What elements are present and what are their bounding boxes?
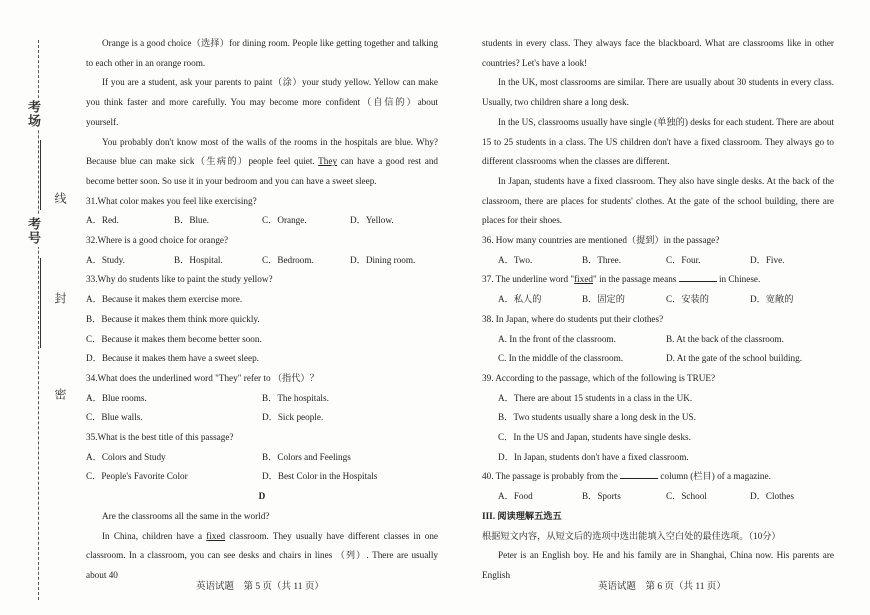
passage-d-para-uk: In the UK, most classrooms are similar. There are usually about 30 students in every class. Usually, two children share a long desk. (482, 77, 834, 108)
answer-blank (620, 468, 658, 479)
question-35-options-row-1 (86, 448, 438, 468)
page-6-column (482, 34, 834, 586)
option: B. At the back of the classroom. (666, 333, 784, 344)
exam-number-label: 考号 (26, 217, 41, 245)
question-35-options-row-2 (86, 467, 438, 487)
section-3-instructions: 根据短文内容，从短文后的选项中选出能填入空白处的最佳选项。（10分） (482, 530, 781, 541)
option: C．安装的 (666, 294, 709, 305)
question-38-options-row-2 (482, 349, 834, 369)
exam-room-label: 考场 (26, 100, 41, 128)
option: D．Because it makes them have a sweet sleep. (86, 353, 259, 364)
question-34: 34.What does the underlined word "They" refer to （指代）？ (86, 372, 319, 383)
option: A．Two. (498, 254, 533, 265)
option: A．Colors and Study (86, 451, 166, 462)
question-38-options-row-1 (482, 330, 834, 350)
question-32-options (86, 251, 438, 271)
option: A．Study. (86, 254, 125, 265)
passage-d-para-cont: students in every class. They always face the blackboard. What are classrooms like in other countries? Let's have a look! (482, 38, 834, 68)
seal-mark: 封 (53, 292, 67, 305)
question-31-options (86, 211, 438, 231)
question-32: 32.Where is a good choice for orange? (86, 235, 229, 246)
passage-c-para-3: You probably don't know most of the walls of the rooms in the hospitals are blue. Why? Because blue can make sick（生病的）people feel quiet. They can have a good rest and become better soon. So use it in your bedroom and you can have a sweet sleep. (86, 136, 439, 186)
option: B．Hospital. (174, 254, 223, 265)
seal-label-mark: 密 (53, 388, 67, 401)
question-34-options-row-1 (86, 389, 438, 409)
page-5-column (86, 34, 438, 586)
question-37-options (482, 290, 834, 310)
option: B．Because it makes them think more quickly. (86, 313, 260, 324)
option: C．Orange. (262, 215, 307, 226)
option: D．Best Color in the Hospitals (262, 471, 378, 482)
option: B．The hospitals. (262, 392, 329, 403)
question-34-options-row-2 (86, 408, 438, 428)
page-6-footer: 英语试题 第 6 页（共 11 页） (598, 582, 726, 592)
underlined-fixed: fixed (206, 530, 226, 541)
option: D．Sick people. (262, 412, 324, 423)
passage-d-para-1: Are the classrooms all the same in the world? (102, 510, 270, 521)
option: C．School (666, 491, 707, 502)
option: A．Red. (86, 215, 119, 226)
option: D．Yellow. (350, 215, 394, 226)
option: B．Two students usually share a long desk in the US. (498, 412, 696, 423)
option: B．Colors and Feelings (262, 451, 351, 462)
option: D．宽敞的 (750, 294, 794, 305)
option: C．People's Favorite Color (86, 471, 188, 482)
option: D．Clothes (750, 491, 794, 502)
question-38: 38. In Japan, where do students put their clothes? (482, 313, 664, 324)
question-36-options (482, 251, 834, 271)
question-37: 37. The underline word "fixed" in the passage means in Chinese. (482, 270, 834, 290)
passage-d-para-2: In China, children have a fixed classroom. They usually have different classes in one classroom. In a classroom, you can see desks and chairs in lines （列）. There are usually about 40 (86, 530, 438, 580)
question-33: 33.Why do students like to paint the study yellow? (86, 274, 273, 285)
question-35: 35.What is the best title of this passage? (86, 432, 234, 443)
binding-margin (0, 0, 70, 615)
option: A．私人的 (498, 294, 542, 305)
option: C．Four. (666, 254, 701, 265)
underlined-fixed-ref: fixed (574, 274, 594, 285)
line-mark: 线 (53, 192, 67, 205)
page-5-footer: 英语试题 第 5 页（共 11 页） (196, 582, 324, 592)
passage-d-para-japan: In Japan, students have a fixed classroom. They also have single desks. At the back of the classroom, there are places for students' clothes. At the gate of the school building, there are places for their shoes. (482, 175, 834, 226)
option: D．Five. (750, 254, 785, 265)
option: B．Sports (582, 491, 621, 502)
option: C．Because it makes them become better soon. (86, 333, 262, 344)
underlined-they: They (318, 156, 338, 167)
question-36: 36. How many countries are mentioned（提到）in the passage? (482, 235, 720, 246)
option: A．Food (498, 491, 533, 502)
section-3-passage: Peter is an English boy. He and his family are in Shanghai, China now. His parents are English (482, 550, 834, 580)
option: A. In the front of the classroom. (498, 333, 616, 344)
option: C．Blue walls. (86, 412, 143, 423)
option: B．Three. (582, 254, 622, 265)
section-3-title: III. 阅读理解五选五 (482, 510, 562, 521)
option: D. At the gate of the school building. (666, 353, 803, 364)
exam-number-blank (40, 258, 41, 348)
option: C．In the US and Japan, students have single desks. (498, 432, 691, 443)
question-31: 31.What color makes you feel like exercising? (86, 195, 257, 206)
passage-c-para-1: Orange is a good choice（选择）for dining room. People like getting together and talking to each other in an orange room. (86, 38, 438, 68)
option: A．There are about 15 students in a class in the UK. (498, 392, 693, 403)
option: D．Dining room. (350, 254, 416, 265)
option: A．Blue rooms. (86, 392, 147, 403)
exam-room-blank (40, 140, 41, 210)
question-39: 39. According to the passage, which of the following is TRUE? (482, 372, 716, 383)
section-d-heading: D (258, 491, 266, 502)
option: D．In Japan, students don't have a fixed classroom. (498, 451, 689, 462)
answer-blank (679, 271, 717, 282)
question-40-options (482, 487, 834, 507)
question-40: 40. The passage is probably from the column (栏目) of a magazine. (482, 467, 834, 487)
option: B．Blue. (174, 215, 209, 226)
option: A．Because it makes them exercise more. (86, 294, 243, 305)
passage-c-para-2: If you are a student, ask your parents to paint（涂）your study yellow. Yellow can make you think faster and more carefully. You may become more confident（自信的）about yourself. (86, 77, 438, 127)
option: C．Bedroom. (262, 254, 314, 265)
option: C. In the middle of the classroom. (498, 353, 624, 364)
passage-d-para-us: In the US, classrooms usually have single (单独的) desks for each student. There are about 15 to 25 students in a class. The US children don't have a fixed classroom. They always go to different classrooms when the classes are different. (482, 116, 834, 167)
option: B．固定的 (582, 294, 625, 305)
